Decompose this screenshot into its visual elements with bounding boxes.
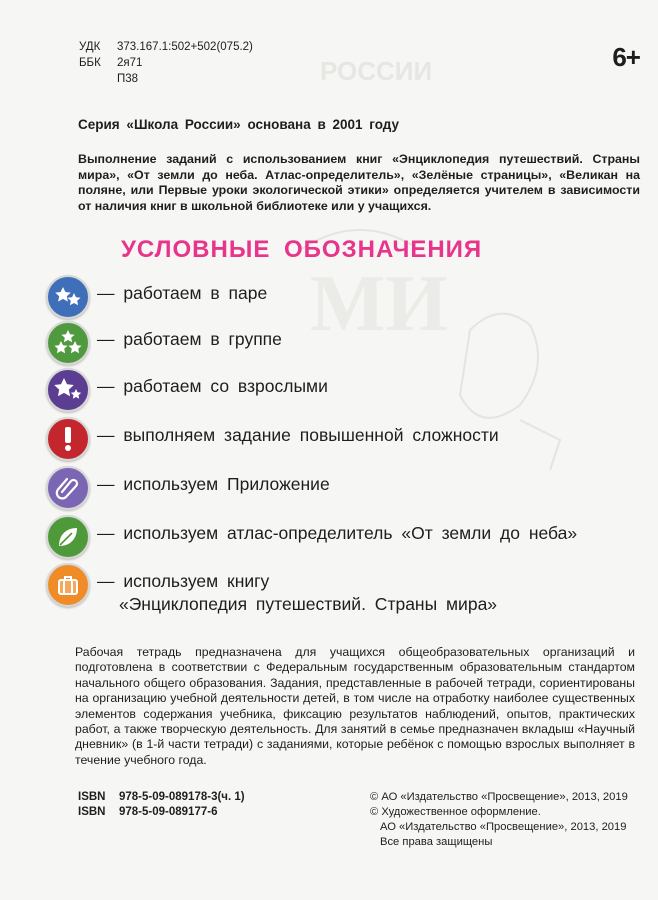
legend-item-hard-task	[46, 417, 646, 461]
legend-text: — работаем в группе	[97, 329, 282, 349]
copyright-block	[370, 790, 628, 850]
series-note: Серия «Школа России» основана в 2001 году	[78, 117, 400, 132]
leaf-icon	[46, 515, 90, 559]
age-rating: 6+	[612, 42, 640, 72]
copyright-line: Все права защищены	[380, 836, 493, 848]
exclamation-icon	[46, 417, 90, 461]
legend-title: УСЛОВНЫЕ ОБОЗНАЧЕНИЯ	[121, 236, 483, 263]
legend-item-appendix	[46, 466, 646, 510]
bibliographic-info	[79, 39, 253, 87]
udk-value: 373.167.1:502+502(075.2)	[117, 41, 253, 53]
copyright-line: АО «Издательство «Просвещение», 2013, 2019	[380, 821, 627, 833]
three-stars-icon	[46, 321, 90, 365]
author-code: П38	[117, 73, 139, 85]
isbn-value: 978-5-09-089177-6	[119, 806, 218, 818]
legend-text: — используем атлас-определитель «От земли до неба»	[97, 523, 578, 543]
paperclip-icon	[46, 466, 90, 510]
legend-text: — выполняем задание повышенной сложности	[97, 425, 499, 445]
legend-text: — используем книгу	[97, 571, 270, 591]
two-stars-icon	[46, 275, 90, 319]
bbk-label: ББК	[79, 57, 101, 69]
legend-text: — работаем со взрослыми	[97, 376, 328, 396]
legend-text: — используем Приложение	[97, 474, 330, 494]
svg-text:РОССИИ: РОССИИ	[320, 56, 433, 86]
copyright-line: © АО «Издательство «Просвещение», 2013, 2019	[370, 791, 628, 803]
legend-item-atlas	[46, 515, 646, 559]
isbn-label: ISBN	[78, 806, 106, 818]
usage-note: Выполнение заданий с использованием книг «Энциклопедия путешествий. Страны мира», «От земли до неба. Атлас-определитель», «Зелёные страницы», «Великан на поляне, или Первые уроки экологической этики» определяется учителем в зависимости от наличия книг в школьной библиотеке или у учащихся.	[78, 152, 640, 213]
suitcase-icon	[46, 563, 90, 607]
isbn-block	[78, 790, 245, 820]
legend-item-adult-work	[46, 368, 646, 412]
legend-item-pair-work	[46, 275, 646, 319]
udk-label: УДК	[79, 41, 101, 53]
svg-text:МИ: МИ	[310, 260, 448, 348]
isbn-value: 978-5-09-089178-3(ч. 1)	[119, 791, 245, 803]
legend-text: — работаем в паре	[97, 283, 268, 303]
isbn-label: ISBN	[78, 791, 106, 803]
bbk-value: 2я71	[117, 57, 143, 69]
big-small-stars-icon	[46, 368, 90, 412]
legend-item-encyclopedia	[46, 563, 646, 623]
workbook-description: Рабочая тетрадь предназначена для учащихся общеобразовательных организаций и подготовлена в соответствии с Федеральным государственным образовательным стандартом начального общего образования. Задания, представленные в рабочей тетради, сориентированы на организацию учебной деятельности детей, в том числе на отработку наиболее существенных элементов содержания учебника, фиксацию результатов наблюдений, опытов, практических работ, а также творческую деятельность. Для занятий в семье предназначен вкладыш «Научный дневник» (в 1-й части тетради) с заданиями, которые ребёнок с помощью взрослых выполняет в течение учебного года.	[75, 645, 635, 767]
copyright-line: © Художественное оформление.	[370, 806, 541, 818]
legend-text-continued: «Энциклопедия путешествий. Страны мира»	[119, 594, 498, 614]
legend-item-group-work	[46, 321, 646, 365]
